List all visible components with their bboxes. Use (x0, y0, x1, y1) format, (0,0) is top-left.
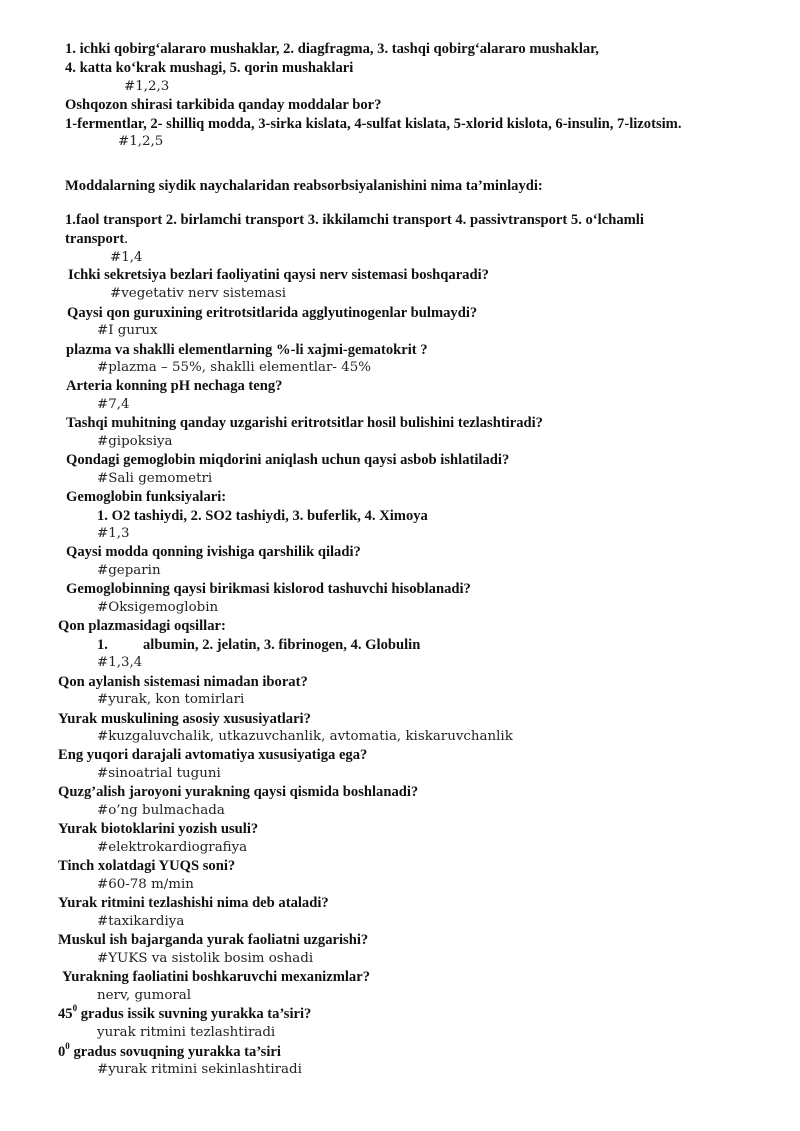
answer-text: #1,4 (110, 250, 143, 265)
answer-text: nerv, gumoral (97, 988, 192, 1003)
answer-text: #kuzgaluvchalik, utkazuvchanlik, avtomatia, kiskaruvchanlik (97, 729, 513, 744)
question-text: Yurak biotoklarini yozish usuli? (58, 821, 259, 837)
answer-text: #vegetativ nerv sistemasi (110, 286, 286, 301)
question-text: Qaysi qon guruxining eritrotsitlarida agglyutinogenlar bulmaydi? (67, 305, 478, 321)
degree-number: 45 (58, 1006, 73, 1022)
question-text: plazma va shaklli elementlarning %-li xajmi-gematokrit ? (66, 342, 428, 358)
question-rest: gradus sovuqning yurakka ta’siri (69, 1044, 281, 1060)
question-rest: gradus issik suvning yurakka ta’siri? (77, 1006, 312, 1022)
answer-text: #geparin (97, 563, 161, 578)
question-text: Yurak ritmini tezlashishi nima deb ataladi? (58, 895, 329, 911)
answer-text: #elektrokardiografiya (97, 840, 248, 855)
answer-text: #1,3 (97, 526, 130, 541)
answer-text: #60-78 m/min (97, 877, 194, 892)
answer-text: #yurak, kon tomirlari (97, 692, 245, 707)
question-text: Qon plazmasidagi oqsillar: (58, 618, 226, 634)
question-text (58, 1005, 311, 1023)
answer-text: #Oksigemoglobin (97, 600, 219, 615)
options-line: 4. katta ko‘krak mushagi, 5. qorin mushaklari (65, 60, 354, 76)
answer-text: yurak ritmini tezlashtiradi (97, 1025, 276, 1040)
answer-text: #yurak ritmini sekinlashtiradi (97, 1062, 302, 1077)
question-text: Qon aylanish sistemasi nimadan iborat? (58, 674, 308, 690)
degree-superscript: 0 (65, 1041, 70, 1052)
question-text (58, 1043, 281, 1061)
answer-text: #o’ng bulmachada (97, 803, 225, 818)
question-text: Muskul ish bajarganda yurak faoliatni uzgarishi? (58, 932, 369, 948)
question-text: Gemoglobin funksiyalari: (66, 489, 227, 505)
options-line (65, 230, 128, 248)
answer-text: #taxikardiya (97, 914, 185, 929)
question-text: Moddalarning siydik naychalaridan reabsorbsiyalanishini nima ta’minlaydi: (65, 178, 543, 194)
answer-text: #plazma – 55%, shaklli elementlar- 45% (97, 360, 371, 375)
answer-text: #sinoatrial tuguni (97, 766, 221, 781)
question-text: Qaysi modda qonning ivishiga qarshilik qiladi? (66, 544, 361, 560)
options-line: 1.faol transport 2. birlamchi transport 3. ikkilamchi transport 4. passivtransport 5. o‘lchamli (65, 212, 644, 228)
degree-number: 0 (58, 1044, 66, 1060)
answer-text: #7,4 (97, 397, 130, 412)
question-text: Yurakning faoliatini boshkaruvchi mexanizmlar? (62, 969, 371, 985)
question-text: Arteria konning pH nechaga teng? (66, 378, 283, 394)
answer-text: #1,2,5 (118, 134, 164, 149)
question-text: Yurak muskulining asosiy xususiyatlari? (58, 711, 311, 727)
options-line-bold: transport (65, 231, 125, 247)
answer-text: #Sali gemometri (97, 471, 213, 486)
question-text: Tinch xolatdagi YUQS soni? (58, 858, 236, 874)
degree-superscript: 0 (72, 1003, 78, 1014)
question-text: Oshqozon shirasi tarkibida qanday moddalar bor? (65, 97, 382, 113)
question-text: Tashqi muhitning qanday uzgarishi eritrotsitlar hosil bulishini tezlashtiradi? (66, 415, 543, 431)
question-text: Qondagi gemoglobin miqdorini aniqlash uchun qaysi asbob ishlatiladi? (66, 452, 510, 468)
options-number: 1. (97, 637, 108, 653)
question-text: Gemoglobinning qaysi birikmasi kislorod tashuvchi hisoblanadi? (66, 581, 471, 597)
question-text: Eng yuqori darajali avtomatiya xususiyatiga ega? (58, 747, 368, 763)
options-line: 1-fermentlar, 2- shilliq modda, 3-sirka kislata, 4-sulfat kislata, 5-xlorid kislota, 6-insulin, 7-lizotsim. (65, 116, 682, 132)
answer-text: #1,3,4 (97, 655, 143, 670)
answer-text: #YUKS va sistolik bosim oshadi (97, 951, 314, 966)
answer-text: #1,2,3 (124, 79, 170, 94)
question-text: Quzg’alish jaroyoni yurakning qaysi qismida boshlanadi? (58, 784, 419, 800)
answer-text: #gipoksiya (97, 434, 173, 449)
options-line: albumin, 2. jelatin, 3. fibrinogen, 4. Globulin (143, 637, 421, 653)
options-line: 1. ichki qobirg‘alararo mushaklar, 2. diagfragma, 3. tashqi qobirg‘alararo mushaklar, (65, 41, 599, 57)
question-text: Ichki sekretsiya bezlari faoliyatini qaysi nerv sistemasi boshqaradi? (68, 267, 489, 283)
options-line: 1. O2 tashiydi, 2. SO2 tashiydi, 3. buferlik, 4. Ximoya (97, 508, 428, 524)
answer-text: #I gurux (97, 323, 158, 338)
options-line-tail: . (124, 231, 128, 247)
